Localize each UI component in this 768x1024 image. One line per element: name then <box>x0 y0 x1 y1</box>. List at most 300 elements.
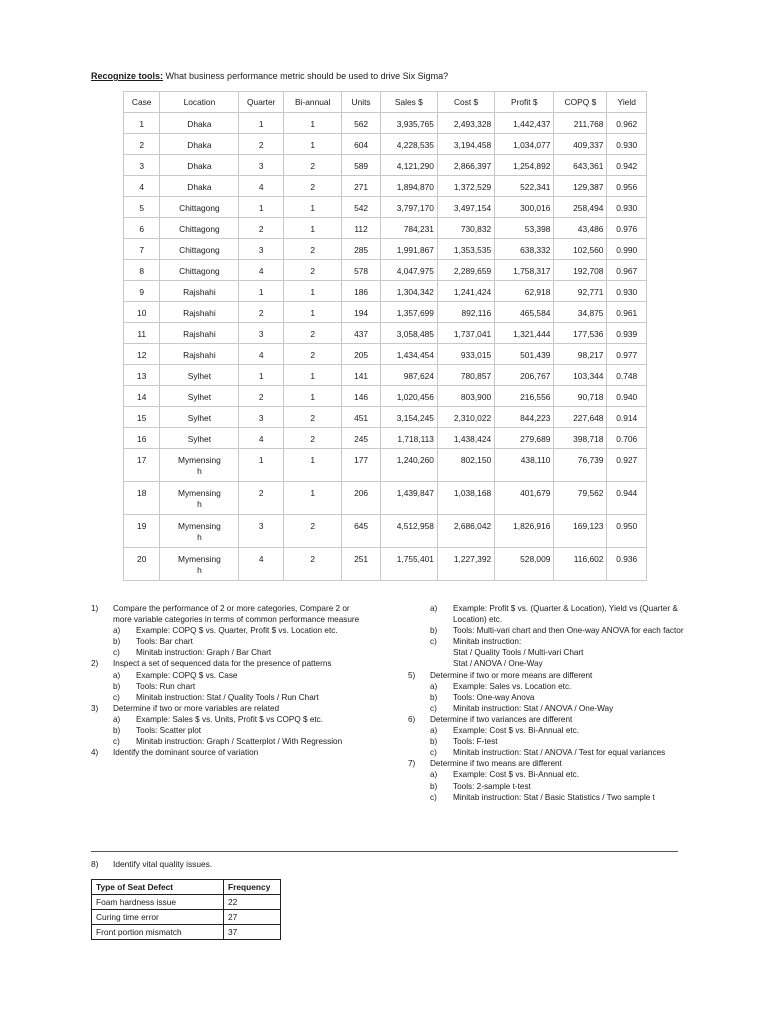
question-subitem <box>408 703 686 714</box>
question-subitem <box>408 692 686 703</box>
question-text: Determine if two or more variables are related <box>113 703 280 713</box>
table-cell: 34,875 <box>554 302 607 323</box>
subitem-letter: b) <box>113 726 121 736</box>
table-row <box>124 407 647 428</box>
table-cell: 300,016 <box>495 197 554 218</box>
table-cell: 1 <box>284 482 342 515</box>
subitem-letter: a) <box>430 604 438 613</box>
table-row <box>124 197 647 218</box>
subitem-letter: a) <box>430 770 438 780</box>
table-cell: 3,154,245 <box>380 407 437 428</box>
table-cell: 5 <box>124 197 160 218</box>
table-cell: 1,038,168 <box>437 482 494 515</box>
table-cell: 4,228,535 <box>380 134 437 155</box>
table-cell: 1 <box>284 218 342 239</box>
table-row <box>124 134 647 155</box>
table-cell: 1,434,454 <box>380 344 437 365</box>
column-header: Profit $ <box>495 92 554 113</box>
question-item <box>91 658 361 669</box>
table-cell: 177 <box>342 449 380 482</box>
question-text: Inspect a set of sequenced data for the presence of patterns <box>113 659 332 669</box>
page-heading <box>91 71 448 81</box>
table-cell: 398,718 <box>554 428 607 449</box>
column-header: Type of Seat Defect <box>92 880 224 895</box>
table-cell: Foam hardness issue <box>92 895 224 910</box>
table-cell: 2,289,659 <box>437 260 494 281</box>
table-cell: 0.930 <box>607 134 647 155</box>
subitem-text: Example: Cost $ vs. Bi-Annual etc. <box>453 726 580 736</box>
table-cell: 4 <box>239 176 284 197</box>
table-cell: 1 <box>284 302 342 323</box>
table-cell: 2,866,397 <box>437 155 494 176</box>
table-cell: 1 <box>239 281 284 302</box>
table-cell: 1,372,529 <box>437 176 494 197</box>
table-cell: 3 <box>124 155 160 176</box>
table-cell: 1,755,401 <box>380 548 437 581</box>
table-cell: Chittagong <box>160 260 239 281</box>
table-cell: 1 <box>124 113 160 134</box>
question-number: 6) <box>408 714 416 724</box>
seat-defect-table <box>91 879 281 940</box>
table-cell: 9 <box>124 281 160 302</box>
column-header: Sales $ <box>380 92 437 113</box>
table-cell: 0.976 <box>607 218 647 239</box>
subitem-text: Tools: Bar chart <box>136 637 193 647</box>
table-cell: 604 <box>342 134 380 155</box>
question-subitem <box>91 681 361 692</box>
table-cell: 409,337 <box>554 134 607 155</box>
table-cell: 76,739 <box>554 449 607 482</box>
table-cell: 730,832 <box>437 218 494 239</box>
table-cell: 92,771 <box>554 281 607 302</box>
question-subitem <box>408 636 686 669</box>
table-cell: 205 <box>342 344 380 365</box>
table-cell: 0.936 <box>607 548 647 581</box>
table-cell: Rajshahi <box>160 323 239 344</box>
question-text: Identify vital quality issues. <box>113 859 213 869</box>
subitem-letter: a) <box>430 726 438 736</box>
subitem-text: Example: Sales $ vs. Units, Profit $ vs COPQ $ etc. <box>136 714 324 724</box>
table-cell: 4 <box>239 344 284 365</box>
table-row <box>124 449 647 482</box>
table-row <box>92 895 281 910</box>
subitem-letter: c) <box>113 692 120 702</box>
table-cell: 206 <box>342 482 380 515</box>
table-row <box>124 239 647 260</box>
subitem-letter: c) <box>113 737 120 747</box>
table-cell: 2 <box>284 428 342 449</box>
table-cell: 0.940 <box>607 386 647 407</box>
table-row <box>124 281 647 302</box>
table-cell: 401,679 <box>495 482 554 515</box>
table-cell: 2 <box>239 482 284 515</box>
table-cell: 645 <box>342 515 380 548</box>
question-subitem <box>91 725 361 736</box>
question-number: 4) <box>91 748 99 758</box>
table-cell: 0.956 <box>607 176 647 197</box>
subitem-text: Minitab instruction: Stat / Quality Tools / Multi-vari Chart Stat / ANOVA / One-Way <box>453 637 584 669</box>
table-row <box>124 344 647 365</box>
table-cell: 2 <box>284 515 342 548</box>
table-cell: 3 <box>239 239 284 260</box>
question-subitem <box>91 670 361 681</box>
questions-left-column <box>91 603 361 758</box>
question-subitem <box>408 681 686 692</box>
table-cell: 3,935,765 <box>380 113 437 134</box>
question-8 <box>91 859 212 869</box>
table-cell: 98,217 <box>554 344 607 365</box>
table-row <box>124 323 647 344</box>
table-cell: 438,110 <box>495 449 554 482</box>
column-header: Cost $ <box>437 92 494 113</box>
table-cell: 1,894,870 <box>380 176 437 197</box>
table-cell: 2 <box>284 239 342 260</box>
table-cell: 0.962 <box>607 113 647 134</box>
table-cell: 643,361 <box>554 155 607 176</box>
table-cell: 3 <box>239 407 284 428</box>
question-subitem <box>91 736 361 747</box>
question-item <box>91 703 361 714</box>
table-cell: 1 <box>284 365 342 386</box>
table-cell: 1 <box>284 113 342 134</box>
question-text: Compare the performance of 2 or more categories, Compare 2 or more variable categories in terms of common performance measure <box>113 604 360 625</box>
table-cell: Dhaka <box>160 113 239 134</box>
subitem-text: Tools: One-way Anova <box>453 692 535 702</box>
table-cell: 0.930 <box>607 281 647 302</box>
table-row <box>124 155 647 176</box>
question-item <box>408 670 686 681</box>
table-cell: 1 <box>284 281 342 302</box>
column-header: Quarter <box>239 92 284 113</box>
table-cell: 6 <box>124 218 160 239</box>
table-cell: Mymensing h <box>160 548 239 581</box>
table-row <box>124 260 647 281</box>
table-cell: 0.748 <box>607 365 647 386</box>
subitem-letter: b) <box>430 737 438 747</box>
question-number: 2) <box>91 659 99 669</box>
table-cell: Dhaka <box>160 134 239 155</box>
table-cell: 146 <box>342 386 380 407</box>
table-cell: 1 <box>284 449 342 482</box>
table-cell: 186 <box>342 281 380 302</box>
table-cell: Chittagong <box>160 197 239 218</box>
table-cell: 1,439,847 <box>380 482 437 515</box>
table-cell: 437 <box>342 323 380 344</box>
table-cell: 638,332 <box>495 239 554 260</box>
table-cell: 2,310,022 <box>437 407 494 428</box>
table-cell: 3 <box>239 155 284 176</box>
table-cell: Rajshahi <box>160 302 239 323</box>
subitem-text: Tools: Multi-vari chart and then One-way ANOVA for each factor <box>453 626 684 636</box>
table-row <box>92 910 281 925</box>
table-cell: 542 <box>342 197 380 218</box>
table-cell: 0.927 <box>607 449 647 482</box>
table-cell: 211,768 <box>554 113 607 134</box>
table-cell: 103,344 <box>554 365 607 386</box>
question-number: 1) <box>91 604 99 613</box>
subitem-text: Minitab instruction: Graph / Bar Chart <box>136 648 272 658</box>
table-cell: 17 <box>124 449 160 482</box>
table-cell: 116,602 <box>554 548 607 581</box>
table-cell: 1,353,535 <box>437 239 494 260</box>
table-cell: 1 <box>239 197 284 218</box>
table-cell: 279,689 <box>495 428 554 449</box>
table-cell: 0.961 <box>607 302 647 323</box>
table-cell: 2 <box>284 548 342 581</box>
subitem-text: Minitab instruction: Stat / Quality Tools / Run Chart <box>136 692 319 702</box>
table-row <box>124 365 647 386</box>
subitem-letter: a) <box>113 626 121 636</box>
table-cell: 0.967 <box>607 260 647 281</box>
question-subitem <box>408 625 686 636</box>
table-cell: 102,560 <box>554 239 607 260</box>
table-cell: 501,439 <box>495 344 554 365</box>
table-cell: 15 <box>124 407 160 428</box>
table-cell: 3 <box>239 323 284 344</box>
table-cell: 3 <box>239 515 284 548</box>
table-cell: 245 <box>342 428 380 449</box>
table-cell: 8 <box>124 260 160 281</box>
column-header: Location <box>160 92 239 113</box>
table-cell: 2 <box>284 155 342 176</box>
table-cell: 10 <box>124 302 160 323</box>
table-cell: 1,718,113 <box>380 428 437 449</box>
table-cell: 1,304,342 <box>380 281 437 302</box>
table-cell: 1,254,892 <box>495 155 554 176</box>
table-cell: 0.706 <box>607 428 647 449</box>
table-cell: 528,009 <box>495 548 554 581</box>
table-cell: 16 <box>124 428 160 449</box>
table-cell: 216,556 <box>495 386 554 407</box>
table-cell: 271 <box>342 176 380 197</box>
table-cell: 2 <box>239 134 284 155</box>
table-cell: 22 <box>224 895 281 910</box>
question-item <box>91 747 361 758</box>
table-cell: 0.950 <box>607 515 647 548</box>
table-cell: 62,918 <box>495 281 554 302</box>
subitem-letter: c) <box>113 648 120 658</box>
table-cell: 13 <box>124 365 160 386</box>
table-cell: 562 <box>342 113 380 134</box>
question-text: Determine if two variances are different <box>430 714 573 724</box>
table-cell: 1,020,456 <box>380 386 437 407</box>
table-cell: Sylhet <box>160 407 239 428</box>
table-cell: 2 <box>284 323 342 344</box>
subitem-text: Example: Sales vs. Location etc. <box>453 681 572 691</box>
column-header: Units <box>342 92 380 113</box>
table-cell: 0.990 <box>607 239 647 260</box>
table-cell: 14 <box>124 386 160 407</box>
table-cell: 1,034,077 <box>495 134 554 155</box>
heading-question: What business performance metric should be used to drive Six Sigma? <box>165 71 449 81</box>
table-cell: 206,767 <box>495 365 554 386</box>
table-cell: 4 <box>239 548 284 581</box>
table-cell: 465,584 <box>495 302 554 323</box>
question-text: Identify the dominant source of variation <box>113 748 259 758</box>
table-row <box>124 515 647 548</box>
table-cell: Curing time error <box>92 910 224 925</box>
table-cell: 90,718 <box>554 386 607 407</box>
table-cell: 20 <box>124 548 160 581</box>
table-cell: Front portion mismatch <box>92 925 224 940</box>
table-cell: 12 <box>124 344 160 365</box>
table-row <box>92 925 281 940</box>
table-cell: 4 <box>124 176 160 197</box>
table-cell: 1 <box>284 386 342 407</box>
table-cell: 194 <box>342 302 380 323</box>
table-cell: 522,341 <box>495 176 554 197</box>
question-subitem <box>91 636 361 647</box>
subitem-letter: c) <box>430 792 437 802</box>
column-header: COPQ $ <box>554 92 607 113</box>
question-subitem <box>91 647 361 658</box>
question-item <box>408 714 686 725</box>
subitem-letter: b) <box>113 637 121 647</box>
table-cell: 2 <box>239 302 284 323</box>
table-cell: 4,121,290 <box>380 155 437 176</box>
table-cell: 2,493,328 <box>437 113 494 134</box>
table-cell: 0.914 <box>607 407 647 428</box>
table-cell: 2 <box>284 407 342 428</box>
table-cell: 129,387 <box>554 176 607 197</box>
performance-table <box>123 91 647 581</box>
subitem-text: Example: Cost $ vs. Bi-Annual etc. <box>453 770 580 780</box>
subitem-letter: c) <box>430 703 437 713</box>
table-cell: 1,321,444 <box>495 323 554 344</box>
table-cell: Sylhet <box>160 428 239 449</box>
table-cell: 2 <box>284 344 342 365</box>
table-cell: 1,438,424 <box>437 428 494 449</box>
table-cell: 4 <box>239 260 284 281</box>
table-cell: 2 <box>239 218 284 239</box>
table-cell: 1,826,916 <box>495 515 554 548</box>
table-cell: 0.939 <box>607 323 647 344</box>
subitem-text: Minitab instruction: Stat / ANOVA / Test for equal variances <box>453 748 666 758</box>
question-subitem <box>408 747 686 758</box>
subitem-text: Minitab instruction: Stat / ANOVA / One-Way <box>453 703 614 713</box>
subitem-letter: b) <box>430 626 438 636</box>
table-cell: 53,398 <box>495 218 554 239</box>
table-cell: 0.942 <box>607 155 647 176</box>
table-cell: 0.944 <box>607 482 647 515</box>
table-cell: 7 <box>124 239 160 260</box>
table-row <box>124 386 647 407</box>
table-cell: 3,194,458 <box>437 134 494 155</box>
table-cell: 3,058,485 <box>380 323 437 344</box>
table-cell: 4,512,958 <box>380 515 437 548</box>
table-cell: 451 <box>342 407 380 428</box>
table-cell: 1,442,437 <box>495 113 554 134</box>
table-cell: 2 <box>284 260 342 281</box>
table-cell: 578 <box>342 260 380 281</box>
horizontal-divider <box>91 851 678 852</box>
subitem-text: Minitab instruction: Graph / Scatterplot / With Regression <box>136 737 343 747</box>
subitem-letter: a) <box>113 714 121 724</box>
table-header-row <box>124 92 647 113</box>
heading-label: Recognize tools: <box>91 71 164 81</box>
column-header: Case <box>124 92 160 113</box>
table-cell: 4,047,975 <box>380 260 437 281</box>
table-header-row <box>92 880 281 895</box>
table-cell: 112 <box>342 218 380 239</box>
table-cell: Sylhet <box>160 365 239 386</box>
table-cell: 933,015 <box>437 344 494 365</box>
table-cell: 2 <box>124 134 160 155</box>
question-number: 5) <box>408 670 416 680</box>
column-header: Yield <box>607 92 647 113</box>
subitem-letter: b) <box>113 681 121 691</box>
subitem-text: Minitab instruction: Stat / Basic Statistics / Two sample t <box>453 792 655 802</box>
question-number: 8) <box>91 859 99 869</box>
table-cell: Mymensing h <box>160 482 239 515</box>
question-text: Determine if two means are different <box>430 759 562 769</box>
subitem-letter: b) <box>430 692 438 702</box>
table-cell: 0.930 <box>607 197 647 218</box>
table-cell: 0.977 <box>607 344 647 365</box>
table-cell: 892,116 <box>437 302 494 323</box>
table-cell: Sylhet <box>160 386 239 407</box>
question-subitem <box>408 781 686 792</box>
table-cell: 4 <box>239 428 284 449</box>
table-cell: 780,857 <box>437 365 494 386</box>
table-cell: 987,624 <box>380 365 437 386</box>
table-row <box>124 113 647 134</box>
table-cell: 3,797,170 <box>380 197 437 218</box>
subitem-text: Tools: F-test <box>453 737 498 747</box>
table-row <box>124 176 647 197</box>
table-cell: 1 <box>239 113 284 134</box>
subitem-letter: a) <box>113 670 121 680</box>
subitem-letter: c) <box>430 748 437 758</box>
table-cell: 1 <box>239 449 284 482</box>
question-subitem <box>408 792 686 803</box>
table-cell: 2 <box>239 386 284 407</box>
question-item <box>91 603 361 625</box>
question-subitem <box>408 769 686 780</box>
table-row <box>124 218 647 239</box>
table-cell: Mymensing h <box>160 449 239 482</box>
table-cell: Dhaka <box>160 155 239 176</box>
table-cell: 37 <box>224 925 281 940</box>
table-cell: Mymensing h <box>160 515 239 548</box>
table-cell: 169,123 <box>554 515 607 548</box>
table-cell: 844,223 <box>495 407 554 428</box>
column-header: Frequency <box>224 880 281 895</box>
subitem-text: Example: Profit $ vs. (Quarter & Location), Yield vs (Quarter & Location) etc. <box>453 604 678 625</box>
table-cell: 79,562 <box>554 482 607 515</box>
subitem-text: Tools: Scatter plot <box>136 726 202 736</box>
subitem-letter: c) <box>430 637 437 647</box>
table-cell: 589 <box>342 155 380 176</box>
question-subitem <box>91 625 361 636</box>
question-text: Determine if two or more means are different <box>430 670 593 680</box>
question-number: 7) <box>408 759 416 769</box>
question-item <box>408 758 686 769</box>
subitem-text: Tools: Run chart <box>136 681 196 691</box>
question-subitem <box>91 714 361 725</box>
question-subitem <box>408 736 686 747</box>
table-cell: 784,231 <box>380 218 437 239</box>
question-subitem <box>91 692 361 703</box>
table-cell: 1 <box>284 134 342 155</box>
table-cell: Rajshahi <box>160 281 239 302</box>
table-cell: 1,240,260 <box>380 449 437 482</box>
table-cell: 192,708 <box>554 260 607 281</box>
table-cell: 27 <box>224 910 281 925</box>
table-cell: 2 <box>284 176 342 197</box>
table-cell: 19 <box>124 515 160 548</box>
table-cell: 803,900 <box>437 386 494 407</box>
